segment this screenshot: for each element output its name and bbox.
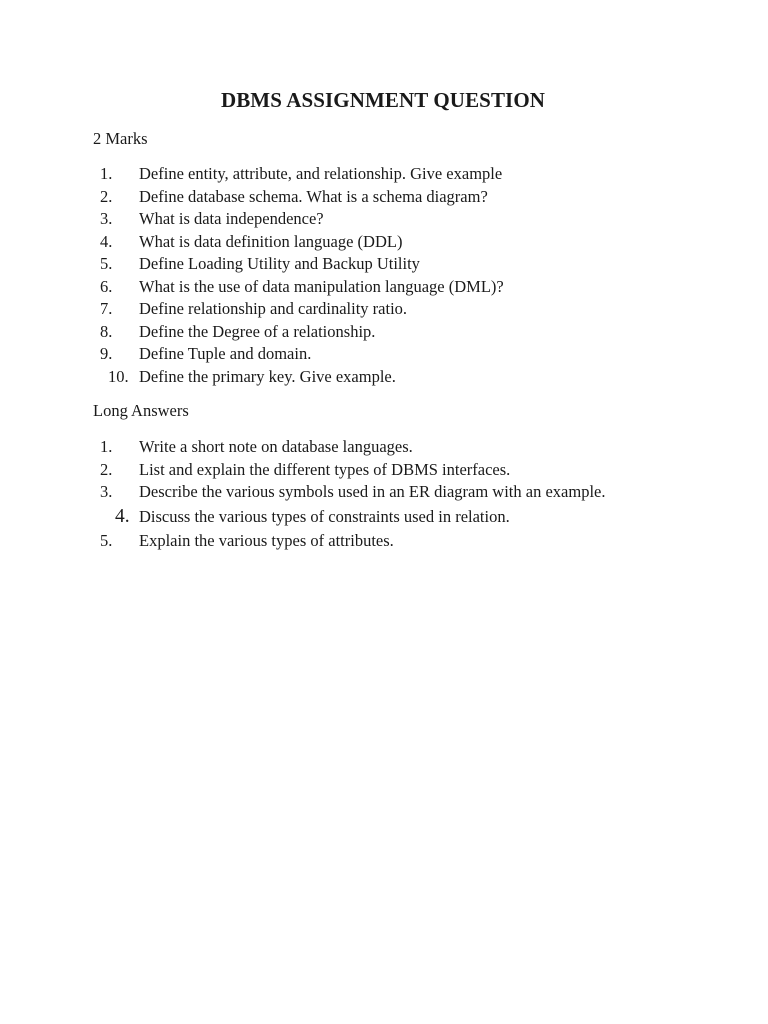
question-number: 8. xyxy=(100,321,113,341)
question-text: What is data definition language (DDL) xyxy=(139,231,403,251)
question-number: 3. xyxy=(100,209,113,228)
question-text: What is data independence? xyxy=(139,209,324,228)
question-text: Define Tuple and domain. xyxy=(139,344,312,363)
question-list-2-marks xyxy=(0,163,700,388)
question-text: Define Loading Utility and Backup Utility xyxy=(139,254,420,273)
question-number: 10. xyxy=(108,366,129,386)
section-heading-2-marks: 2 Marks xyxy=(93,129,148,148)
question-number: 7. xyxy=(100,299,113,318)
list-item xyxy=(0,481,700,504)
question-number: 4. xyxy=(115,505,130,527)
list-item xyxy=(0,506,700,529)
question-text: Define entity, attribute, and relationship. Give example xyxy=(139,164,503,183)
question-text: What is the use of data manipulation language (DML)? xyxy=(139,276,504,296)
question-text: List and explain the different types of DBMS interfaces. xyxy=(139,459,511,479)
list-item xyxy=(0,321,700,344)
question-text: Define the Degree of a relationship. xyxy=(139,321,376,341)
question-number: 9. xyxy=(100,344,113,363)
question-text: Write a short note on database languages. xyxy=(139,437,413,456)
question-number: 5. xyxy=(100,254,113,273)
list-item xyxy=(0,186,700,209)
list-item xyxy=(0,208,700,231)
question-number: 3. xyxy=(100,482,113,501)
question-text: Define relationship and cardinality ratio. xyxy=(139,299,408,318)
list-item xyxy=(0,343,700,366)
list-item xyxy=(0,436,700,459)
section-heading-long-answers: Long Answers xyxy=(93,401,189,420)
question-text: Define the primary key. Give example. xyxy=(139,366,396,386)
list-item xyxy=(0,366,700,389)
question-number: 1. xyxy=(100,164,113,183)
question-text: Explain the various types of attributes. xyxy=(139,531,394,550)
question-number: 2. xyxy=(100,459,113,479)
list-item xyxy=(0,231,700,254)
list-item xyxy=(0,530,700,553)
question-text: Define database schema. What is a schema diagram? xyxy=(139,186,488,206)
question-number: 6. xyxy=(100,276,113,296)
question-number: 4. xyxy=(100,231,113,251)
question-number: 5. xyxy=(100,531,113,550)
list-item xyxy=(0,276,700,299)
list-item xyxy=(0,298,700,321)
list-item xyxy=(0,253,700,276)
question-text: Discuss the various types of constraints used in relation. xyxy=(139,506,510,526)
question-number: 2. xyxy=(100,186,113,206)
list-item xyxy=(0,459,700,482)
question-number: 1. xyxy=(100,437,113,456)
question-text: Describe the various symbols used in an ER diagram with an example. xyxy=(139,482,606,501)
page-title: DBMS ASSIGNMENT QUESTION xyxy=(220,88,546,112)
question-list-long-answers xyxy=(0,436,700,553)
list-item xyxy=(0,163,700,186)
